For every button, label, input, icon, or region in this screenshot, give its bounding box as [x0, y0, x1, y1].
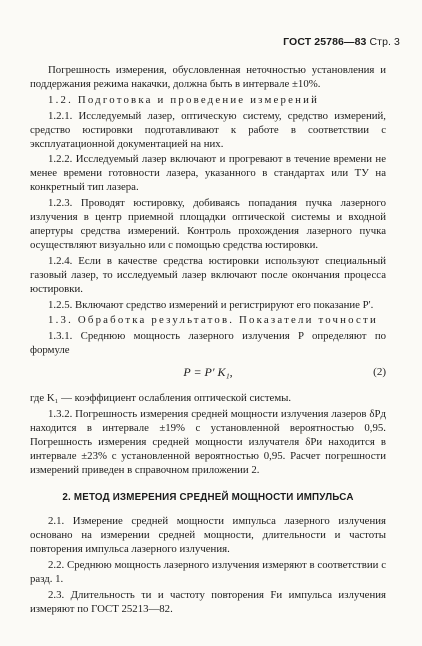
- document-body: [30, 64, 386, 619]
- paragraph-1-2-3: 1.2.3. Проводят юстировку, добиваясь попадания пучка лазерного излучения в центр приемной площадки оптической системы и входной апертуры средства измерений. Контроль прохождения лазерного пучка осуществляют визуально или с помощью средства юстировки.: [30, 197, 386, 251]
- paragraph-1-2-4: 1.2.4. Если в качестве средства юстировки используют специальный газовый лазер, то исследуемый лазер включают после окончания процесса юстировки.: [30, 254, 386, 295]
- paragraph-1-2-2: 1.2.2. Исследуемый лазер включают и прогревают в течение времени не менее времени готовности лазера, указанного в стандартах или ТУ на конкретный тип лазера.: [30, 153, 386, 194]
- paragraph-accuracy: Погрешность измерения, обусловленная неточностью установления и поддержания режима накачки, должна быть в интервале ±10%.: [30, 64, 386, 90]
- standard-number: ГОСТ 25786—83: [283, 36, 367, 48]
- page-header: [283, 36, 400, 48]
- section-2-title: 2. МЕТОД ИЗМЕРЕНИЯ СРЕДНЕЙ МОЩНОСТИ ИМПУЛЬСА: [62, 492, 354, 504]
- paragraph-1-2-5: 1.2.5. Включают средство измерений и регистрируют его показание P'.: [48, 298, 374, 311]
- paragraph-2-2: 2.2. Среднюю мощность лазерного излучения измеряют в соответствии с разд. 1.: [30, 559, 386, 585]
- paragraph-1-3-2: 1.3.2. Погрешность измерения средней мощности излучения лазеров δPд находится в интервале ±19% с установленной вероятностью 0,95. Погрешность измерения средней мощности излучателя δPи находится в интервале ±23% с установленной вероятностью 0,95. Расчет погрешности измерений приведен в справочном приложении 2.: [30, 407, 386, 476]
- paragraph-1-3-1: 1.3.1. Среднюю мощность лазерного излучения P определяют по формуле: [30, 330, 386, 357]
- paragraph-where: где K₁ — коэффициент ослабления оптической системы.: [30, 392, 292, 405]
- page-number: Стр. 3: [369, 36, 400, 48]
- formula-2: [30, 366, 386, 380]
- formula-number: (2): [373, 366, 386, 379]
- paragraph-1-2-1: 1.2.1. Исследуемый лазер, оптическую систему, средство измерений, средство юстировки подготавливают к работе в соответствии с эксплуатационной документацией на них.: [30, 109, 386, 150]
- formula-expression: P = P′ K₁,: [183, 365, 233, 380]
- paragraph-2-3: 2.3. Длительность τи и частоту повторения Fи импульса излучения измеряют по ГОСТ 25213—82.: [30, 588, 386, 615]
- subsection-heading-1-3: 1.3. Обработка результатов. Показатели точности: [48, 314, 378, 327]
- subsection-heading-1-2: 1.2. Подготовка и проведение измерений: [48, 93, 320, 106]
- paragraph-2-1: 2.1. Измерение средней мощности импульса лазерного излучения основано на измерении средней мощности, длительности и частоты повторения импульса лазерного излучения.: [30, 515, 386, 556]
